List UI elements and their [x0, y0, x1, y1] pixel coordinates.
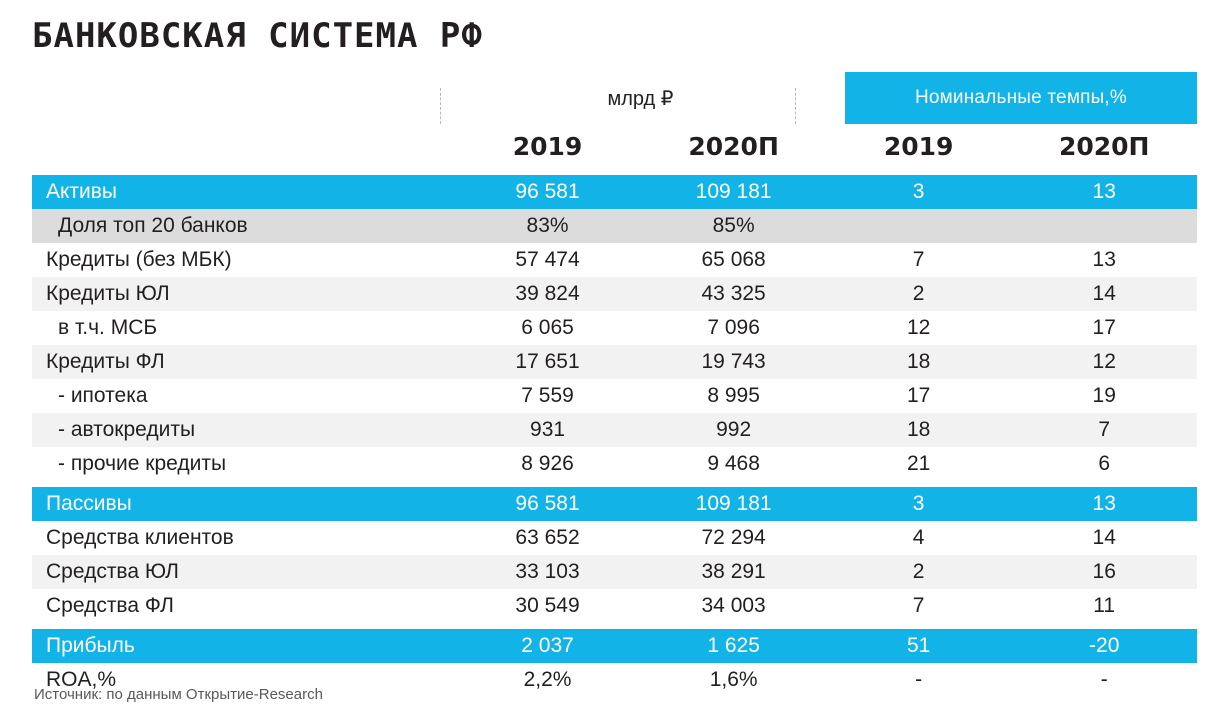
cell-growth-2020: 14: [1011, 277, 1197, 311]
cell-amount-2019: 39 824: [454, 277, 642, 311]
table-row: [32, 487, 1197, 521]
cell-growth-2019: [826, 209, 1012, 243]
cell-growth-2020: -20: [1011, 629, 1197, 663]
cell-amount-2020: 8 995: [641, 379, 826, 413]
cell-amount-2020: 992: [641, 413, 826, 447]
cell-amount-2019: 6 065: [454, 311, 642, 345]
cell-growth-2020: 13: [1011, 175, 1197, 209]
cell-growth-2020: 13: [1011, 243, 1197, 277]
banking-system-table: [32, 124, 1197, 697]
cell-growth-2019: 21: [826, 447, 1012, 481]
cell-growth-2020: [1011, 209, 1197, 243]
cell-amount-2019: 931: [454, 413, 642, 447]
cell-growth-2019: 12: [826, 311, 1012, 345]
cell-amount-2019: 8 926: [454, 447, 642, 481]
row-label: Активы: [32, 175, 454, 209]
table-row: [32, 629, 1197, 663]
cell-growth-2019: 18: [826, 413, 1012, 447]
row-label: ROA,%: [32, 663, 454, 697]
row-label: Кредиты ЮЛ: [32, 277, 454, 311]
cell-amount-2020: 43 325: [641, 277, 826, 311]
col-header-amount-2020: 2020П: [688, 132, 779, 161]
table-row: [32, 555, 1197, 589]
row-label: - прочие кредиты: [32, 447, 454, 481]
cell-amount-2020: 38 291: [641, 555, 826, 589]
cell-amount-2019: 2,2%: [454, 663, 642, 697]
cell-growth-2019: 7: [826, 243, 1012, 277]
cell-growth-2019: 18: [826, 345, 1012, 379]
cell-growth-2020: 17: [1011, 311, 1197, 345]
cell-growth-2020: 16: [1011, 555, 1197, 589]
cell-amount-2020: 109 181: [641, 487, 826, 521]
row-label: - автокредиты: [32, 413, 454, 447]
cell-growth-2019: 2: [826, 277, 1012, 311]
row-label: Доля топ 20 банков: [32, 209, 454, 243]
cell-growth-2020: 6: [1011, 447, 1197, 481]
cell-amount-2019: 96 581: [454, 175, 642, 209]
table-row: [32, 311, 1197, 345]
cell-amount-2020: 65 068: [641, 243, 826, 277]
table-body: [32, 175, 1197, 697]
cell-amount-2019: 7 559: [454, 379, 642, 413]
col-header-amount-2019: 2019: [512, 132, 583, 161]
cell-growth-2020: 14: [1011, 521, 1197, 555]
cell-amount-2019: 63 652: [454, 521, 642, 555]
table-header: [32, 124, 1197, 175]
table-row: [32, 447, 1197, 481]
table-row: [32, 589, 1197, 623]
row-label: Пассивы: [32, 487, 454, 521]
cell-amount-2019: 96 581: [454, 487, 642, 521]
cell-amount-2019: 33 103: [454, 555, 642, 589]
cell-growth-2019: 7: [826, 589, 1012, 623]
column-divider-2: [795, 88, 796, 124]
table-row: [32, 243, 1197, 277]
row-label: - ипотека: [32, 379, 454, 413]
table-row: [32, 209, 1197, 243]
row-label: Средства клиентов: [32, 521, 454, 555]
cell-growth-2020: -: [1011, 663, 1197, 697]
cell-growth-2020: 12: [1011, 345, 1197, 379]
cell-growth-2020: 13: [1011, 487, 1197, 521]
cell-growth-2020: 7: [1011, 413, 1197, 447]
row-label: Кредиты ФЛ: [32, 345, 454, 379]
cell-amount-2020: 19 743: [641, 345, 826, 379]
cell-growth-2019: 17: [826, 379, 1012, 413]
page-title: БАНКОВСКАЯ СИСТЕМА РФ: [32, 16, 483, 56]
row-label: Средства ЮЛ: [32, 555, 454, 589]
table-row: [32, 521, 1197, 555]
col-header-growth-2019: 2019: [883, 132, 954, 161]
cell-amount-2020: 1,6%: [641, 663, 826, 697]
cell-amount-2019: 2 037: [454, 629, 642, 663]
units-label: млрд ₽: [607, 88, 674, 110]
cell-growth-2020: 11: [1011, 589, 1197, 623]
cell-amount-2020: 109 181: [641, 175, 826, 209]
table-header-row: [32, 124, 1197, 175]
cell-amount-2020: 34 003: [641, 589, 826, 623]
row-label: Кредиты (без МБК): [32, 243, 454, 277]
table-row: [32, 277, 1197, 311]
col-header-label: [32, 124, 454, 175]
cell-growth-2019: 2: [826, 555, 1012, 589]
cell-amount-2019: 30 549: [454, 589, 642, 623]
cell-growth-2019: 3: [826, 487, 1012, 521]
table-row: [32, 413, 1197, 447]
row-label: в т.ч. МСБ: [32, 311, 454, 345]
column-divider-1: [440, 88, 441, 124]
cell-amount-2020: 72 294: [641, 521, 826, 555]
cell-growth-2019: 4: [826, 521, 1012, 555]
col-header-growth-2020: 2020П: [1058, 132, 1150, 161]
cell-amount-2020: 7 096: [641, 311, 826, 345]
cell-amount-2019: 57 474: [454, 243, 642, 277]
table-row: [32, 379, 1197, 413]
cell-growth-2019: -: [826, 663, 1012, 697]
table-row: [32, 175, 1197, 209]
cell-amount-2020: 1 625: [641, 629, 826, 663]
cell-amount-2019: 17 651: [454, 345, 642, 379]
source-note: Источник: по данным Открытие-Research: [34, 686, 323, 703]
table-row: [32, 345, 1197, 379]
cell-amount-2019: 83%: [454, 209, 642, 243]
row-label: Средства ФЛ: [32, 589, 454, 623]
cell-amount-2020: 9 468: [641, 447, 826, 481]
cell-growth-2019: 51: [826, 629, 1012, 663]
cell-amount-2020: 85%: [641, 209, 826, 243]
cell-growth-2019: 3: [826, 175, 1012, 209]
growth-group-header: Номинальные темпы,%: [845, 72, 1197, 124]
cell-growth-2020: 19: [1011, 379, 1197, 413]
row-label: Прибыль: [32, 629, 454, 663]
